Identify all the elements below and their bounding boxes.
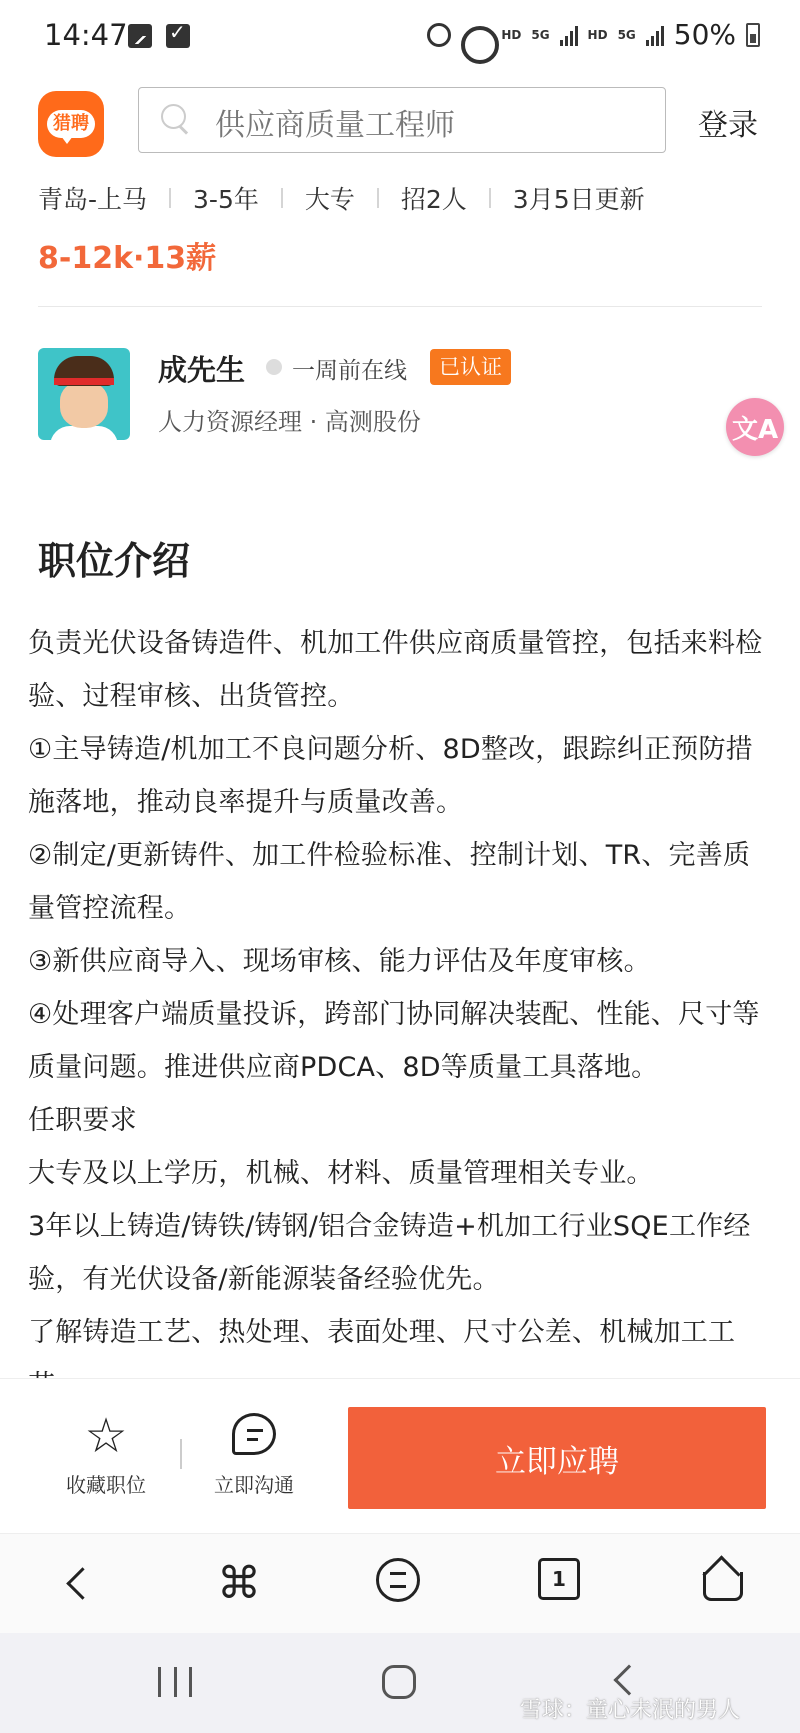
meta-divider: [169, 188, 171, 208]
requirements-heading: 任职要求: [28, 1105, 137, 1136]
apply-now-button[interactable]: 立即应聘: [348, 1407, 766, 1509]
section-divider: [38, 306, 762, 307]
recents-icon[interactable]: [158, 1667, 192, 1697]
job-experience: 3-5年: [193, 185, 259, 214]
job-meta: [38, 180, 645, 216]
login-button[interactable]: 登录: [698, 108, 758, 143]
watermark: 雪球：童心未泯的男人: [520, 1698, 741, 1723]
signal-icon: [646, 24, 664, 46]
logo-text: 猎聘: [47, 110, 95, 138]
description-paragraph: ①主导铸造/机加工不良问题分析、8D整改，跟踪纠正预防措施落地，推动良率提升与质量改善。: [28, 734, 753, 818]
back-icon[interactable]: [52, 1558, 102, 1608]
description-paragraph: 3年以上铸造/铸铁/铸钢/铝合金铸造+机加工行业SQE工作经验，有光伏设备/新能源装备经验优先。: [28, 1211, 751, 1295]
network-label-2: 5G: [617, 27, 636, 42]
browser-nav-bar: [0, 1533, 800, 1633]
job-education: 大专: [304, 185, 355, 214]
star-icon: ☆: [84, 1408, 128, 1464]
chat-now-button[interactable]: [194, 1413, 314, 1498]
hd-label-2: HD: [587, 27, 608, 42]
app-logo[interactable]: [38, 91, 104, 157]
hd-label-1: HD: [501, 27, 522, 42]
status-indicators: [427, 18, 760, 51]
description-paragraph: 大专及以上学历，机械、材料、质量管理相关专业。: [28, 1158, 654, 1189]
image-icon: [128, 24, 152, 48]
description-paragraph: ②制定/更新铸件、加工件检验标准、控制计划、TR、完善质量管控流程。: [28, 840, 751, 924]
recruiter-title: 人力资源经理 · 高测股份: [158, 408, 421, 436]
favorite-label: 收藏职位: [66, 1473, 146, 1497]
signal-icon: [560, 24, 578, 46]
wifi-icon: [461, 24, 491, 46]
job-description-viewport[interactable]: [0, 600, 800, 1378]
section-title: 职位介绍: [38, 539, 191, 583]
job-description: [28, 617, 776, 1412]
meta-divider: [281, 188, 283, 208]
app-header: [0, 78, 800, 178]
favorite-job-button[interactable]: [46, 1408, 166, 1498]
recruiter-name: 成先生: [158, 353, 246, 387]
job-location: 青岛-上马: [38, 185, 148, 214]
translate-icon[interactable]: 文A: [726, 398, 784, 456]
menu-icon[interactable]: [376, 1558, 420, 1602]
tabs-icon[interactable]: 1: [538, 1558, 580, 1600]
alarm-icon: [427, 23, 451, 47]
check-icon: [166, 24, 190, 48]
meta-divider: [489, 188, 491, 208]
description-paragraph: ③新供应商导入、现场审核、能力评估及年度审核。: [28, 946, 651, 977]
battery-percent: 50%: [673, 18, 736, 51]
system-home-icon[interactable]: [382, 1665, 416, 1699]
home-icon[interactable]: [698, 1558, 742, 1602]
status-notification-icons: [128, 24, 190, 48]
description-paragraph: 了解铸造工艺、热处理、表面处理、尺寸公差、机械加工工: [28, 1317, 736, 1348]
chat-label: 立即沟通: [214, 1473, 294, 1497]
battery-icon: [746, 23, 760, 47]
verified-badge: 已认证: [430, 349, 511, 385]
search-value: 供应商质量工程师: [215, 108, 455, 143]
meta-divider: [377, 188, 379, 208]
search-input[interactable]: [138, 87, 666, 153]
system-back-icon[interactable]: [613, 1664, 644, 1695]
search-icon: [161, 104, 191, 134]
description-paragraph: 负责光伏设备铸造件、机加工件供应商质量管控，包括来料检验、过程审核、出货管控。: [28, 628, 763, 712]
job-salary: 8-12k·13薪: [38, 241, 217, 276]
job-updated: 3月5日更新: [512, 185, 645, 214]
action-divider: [180, 1439, 182, 1469]
action-bar: [0, 1378, 800, 1533]
online-status: 一周前在线: [292, 358, 407, 384]
description-paragraph: ④处理客户端质量投诉，跨部门协同解决装配、性能、尺寸等质量问题。推进供应商PDCA、8D等质量工具落地。: [28, 999, 760, 1083]
command-icon[interactable]: ⌘: [217, 1557, 261, 1609]
status-bar: [0, 0, 800, 78]
job-headcount: 招2人: [400, 185, 467, 214]
recruiter-avatar[interactable]: [38, 348, 130, 440]
status-time: 14:47: [44, 18, 128, 52]
online-status-dot: [266, 359, 282, 375]
chat-icon: [232, 1413, 276, 1455]
network-label-1: 5G: [531, 27, 550, 42]
